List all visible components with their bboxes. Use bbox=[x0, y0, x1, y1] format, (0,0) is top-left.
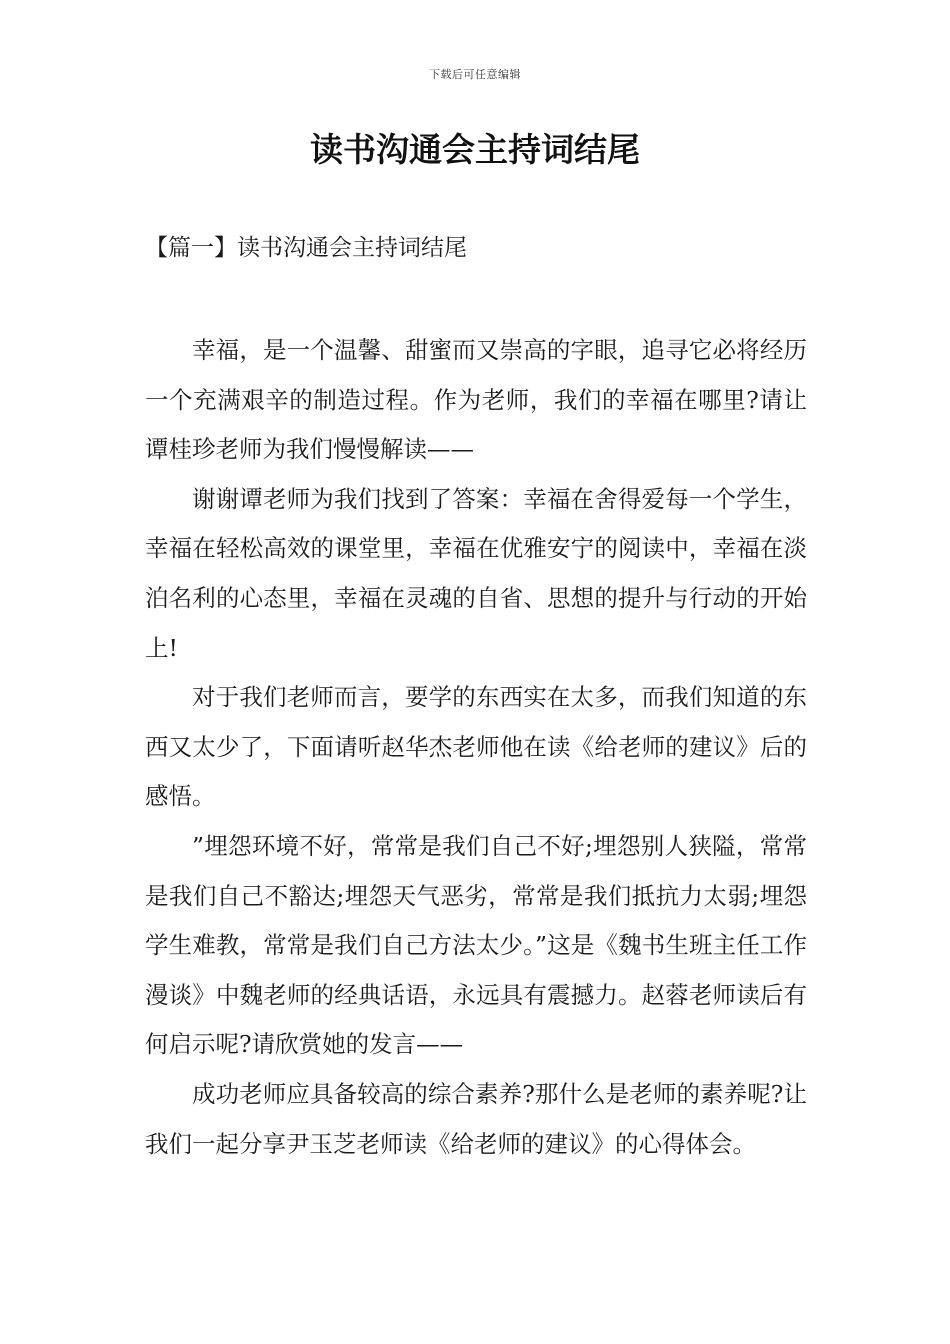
paragraph-3: 对于我们老师而言，要学的东西实在太多，而我们知道的东西又太少了，下面请听赵华杰老师他在读《给老师的建议》后的感悟。 bbox=[145, 683, 807, 811]
document-body bbox=[145, 326, 807, 1169]
paragraph-4: ”埋怨环境不好，常常是我们自己不好;埋怨别人狭隘，常常是我们自己不豁达;埋怨天气恶劣，常常是我们抵抗力太弱;埋怨学生难教，常常是我们自己方法太少。”这是《魏书生班主任工作漫谈》中魏老师的经典话语，永远具有震撼力。赵蓉老师读后有何启示呢?请欣赏她的发言—— bbox=[145, 831, 807, 1059]
paragraph-1: 幸福，是一个温馨、甜蜜而又崇高的字眼，追寻它必将经历一个充满艰辛的制造过程。作为老师，我们的幸福在哪里?请让谭桂珍老师为我们慢慢解读—— bbox=[145, 336, 807, 464]
document-title: 读书沟通会主持词结尾 bbox=[310, 130, 640, 169]
paragraph-5: 成功老师应具备较高的综合素养?那什么是老师的素养呢?让我们一起分享尹玉芝老师读《给老师的建议》的心得体会。 bbox=[145, 1079, 807, 1158]
header-note: 下载后可任意编辑 bbox=[429, 68, 521, 81]
paragraph-2: 谢谢谭老师为我们找到了答案：幸福在舍得爱每一个学生，幸福在轻松高效的课堂里，幸福在优雅安宁的阅读中，幸福在淡泊名利的心态里，幸福在灵魂的自省、思想的提升与行动的开始上! bbox=[145, 484, 807, 662]
section-heading: 【篇一】读书沟通会主持词结尾 bbox=[145, 235, 467, 261]
